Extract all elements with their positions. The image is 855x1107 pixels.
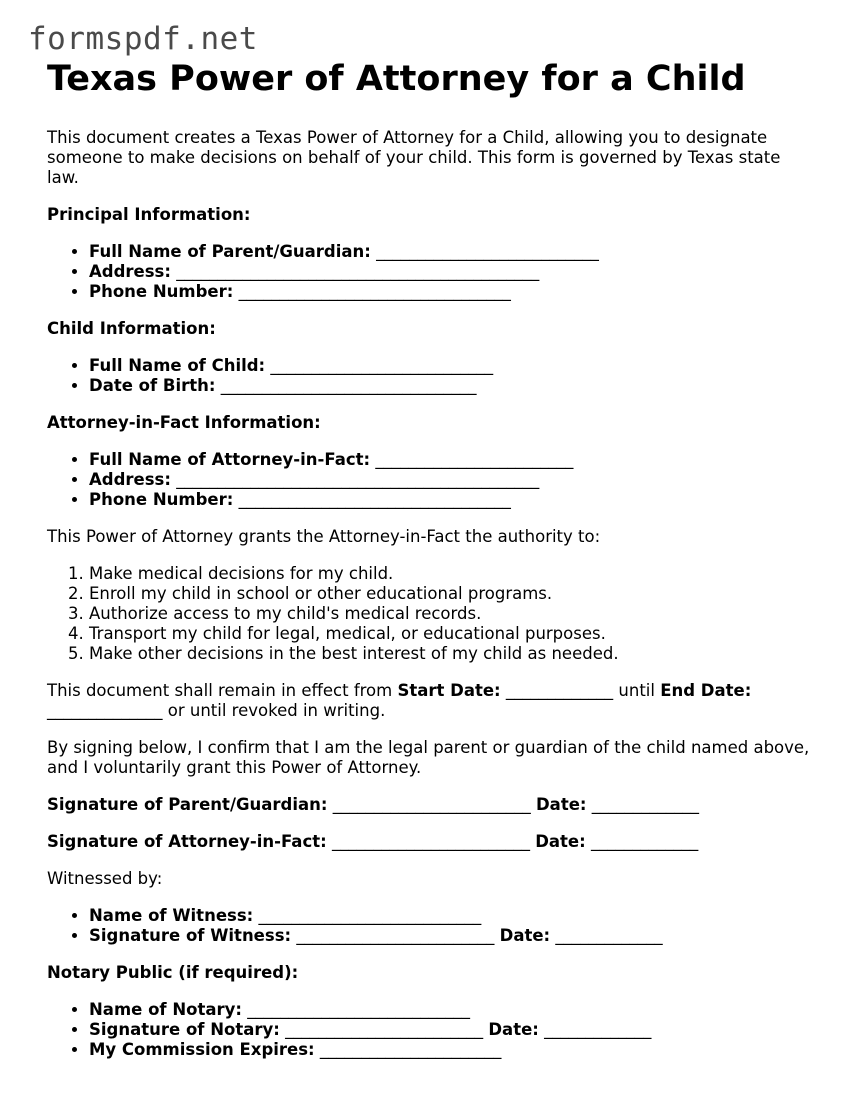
- field-label: Name of Notary:: [89, 1000, 242, 1019]
- attorney-heading: Attorney-in-Fact Information:: [47, 413, 321, 432]
- powers-list: [47, 564, 817, 664]
- attorney-phone-blank[interactable]: _________________________________: [238, 490, 511, 509]
- list-item: [89, 450, 817, 470]
- list-item: [89, 926, 817, 946]
- notary-name-blank[interactable]: ___________________________: [242, 1000, 470, 1019]
- field-label: Signature of Attorney-in-Fact:: [47, 832, 327, 851]
- attorney-list: [47, 450, 817, 510]
- witness-signature-blank[interactable]: ________________________: [291, 926, 500, 945]
- field-label: Signature of Witness:: [89, 926, 292, 945]
- watermark-logo: formspdf.net: [28, 21, 258, 57]
- field-label: Date of Birth:: [89, 376, 216, 395]
- list-item: 5. Make other decisions in the best interest of my child as needed.: [89, 644, 817, 664]
- parent-name-blank[interactable]: ___________________________: [376, 242, 599, 261]
- list-item: [89, 906, 817, 926]
- attorney-signature-line: [47, 832, 817, 852]
- effect-until: until: [618, 681, 661, 700]
- witness-name-blank[interactable]: ___________________________: [253, 906, 482, 925]
- end-date-blank[interactable]: ______________: [47, 701, 168, 720]
- witness-list: [47, 906, 817, 946]
- list-item: [89, 1000, 817, 1020]
- parent-signature-line: [47, 795, 817, 815]
- notary-signature-blank[interactable]: ________________________: [279, 1020, 489, 1039]
- list-item: 3. Authorize access to my child's medical records.: [89, 604, 817, 624]
- notary-date-blank[interactable]: _____________: [538, 1020, 652, 1039]
- child-name-blank[interactable]: ___________________________: [270, 356, 494, 375]
- field-label: Full Name of Parent/Guardian:: [89, 242, 371, 261]
- principal-list: [47, 242, 817, 302]
- field-label: Full Name of Child:: [89, 356, 266, 375]
- field-label: Signature of Parent/Guardian:: [47, 795, 328, 814]
- field-label: Phone Number:: [89, 282, 234, 301]
- date-label: Date:: [535, 795, 587, 814]
- field-label: Address:: [89, 262, 171, 281]
- notary-list: [47, 1000, 817, 1060]
- attorney-signature-blank[interactable]: ________________________: [326, 832, 536, 851]
- date-label: Date:: [499, 926, 551, 945]
- field-label: Name of Witness:: [89, 906, 254, 925]
- document-body: [47, 58, 817, 1077]
- field-label: My Commission Expires:: [89, 1040, 315, 1059]
- intro-paragraph: This document creates a Texas Power of Attorney for a Child, allowing you to designate someone to make decisions on behalf of your child. This form is governed by Texas state law.: [47, 128, 781, 187]
- effect-paragraph: [47, 681, 817, 721]
- child-list: [47, 356, 817, 396]
- effect-prefix: This document shall remain in effect from: [47, 681, 398, 700]
- list-item: [89, 376, 817, 396]
- list-item: [89, 1040, 817, 1060]
- parent-signature-blank[interactable]: ________________________: [327, 795, 536, 814]
- parent-date-blank[interactable]: _____________: [586, 795, 699, 814]
- grants-intro: This Power of Attorney grants the Attorney-in-Fact the authority to:: [47, 527, 601, 546]
- parent-phone-blank[interactable]: _________________________________: [238, 282, 511, 301]
- effect-suffix: or until revoked in writing.: [167, 701, 386, 720]
- list-item: 1. Make medical decisions for my child.: [89, 564, 817, 584]
- date-label: Date:: [488, 1020, 539, 1039]
- witnessed-by: Witnessed by:: [47, 869, 163, 888]
- attorney-date-blank[interactable]: _____________: [585, 832, 699, 851]
- list-item: [89, 262, 817, 282]
- list-item: [89, 1020, 817, 1040]
- witness-date-blank[interactable]: _____________: [550, 926, 663, 945]
- list-item: 2. Enroll my child in school or other educational programs.: [89, 584, 817, 604]
- list-item: [89, 282, 817, 302]
- page-title: Texas Power of Attorney for a Child: [47, 59, 746, 99]
- field-label: Phone Number:: [89, 490, 234, 509]
- parent-address-blank[interactable]: ____________________________________________: [176, 262, 540, 281]
- field-label: Signature of Notary:: [89, 1020, 280, 1039]
- confirm-paragraph: By signing below, I confirm that I am the legal parent or guardian of the child named above, and I voluntarily grant this Power of Attorney.: [47, 738, 810, 777]
- list-item: 4. Transport my child for legal, medical, or educational purposes.: [89, 624, 817, 644]
- start-date-blank[interactable]: _____________: [500, 681, 619, 700]
- attorney-address-blank[interactable]: ____________________________________________: [176, 470, 540, 489]
- list-item: [89, 242, 817, 262]
- notary-heading: Notary Public (if required):: [47, 963, 299, 982]
- attorney-name-blank[interactable]: ________________________: [375, 450, 574, 469]
- field-label: Full Name of Attorney-in-Fact:: [89, 450, 371, 469]
- start-date-label: Start Date:: [397, 681, 501, 700]
- list-item: [89, 470, 817, 490]
- field-label: Address:: [89, 470, 171, 489]
- list-item: [89, 356, 817, 376]
- date-label: Date:: [535, 832, 586, 851]
- list-item: [89, 490, 817, 510]
- end-date-label: End Date:: [660, 681, 752, 700]
- child-heading: Child Information:: [47, 319, 216, 338]
- child-dob-blank[interactable]: _______________________________: [220, 376, 477, 395]
- commission-expires-blank[interactable]: ______________________: [314, 1040, 502, 1059]
- principal-heading: Principal Information:: [47, 205, 251, 224]
